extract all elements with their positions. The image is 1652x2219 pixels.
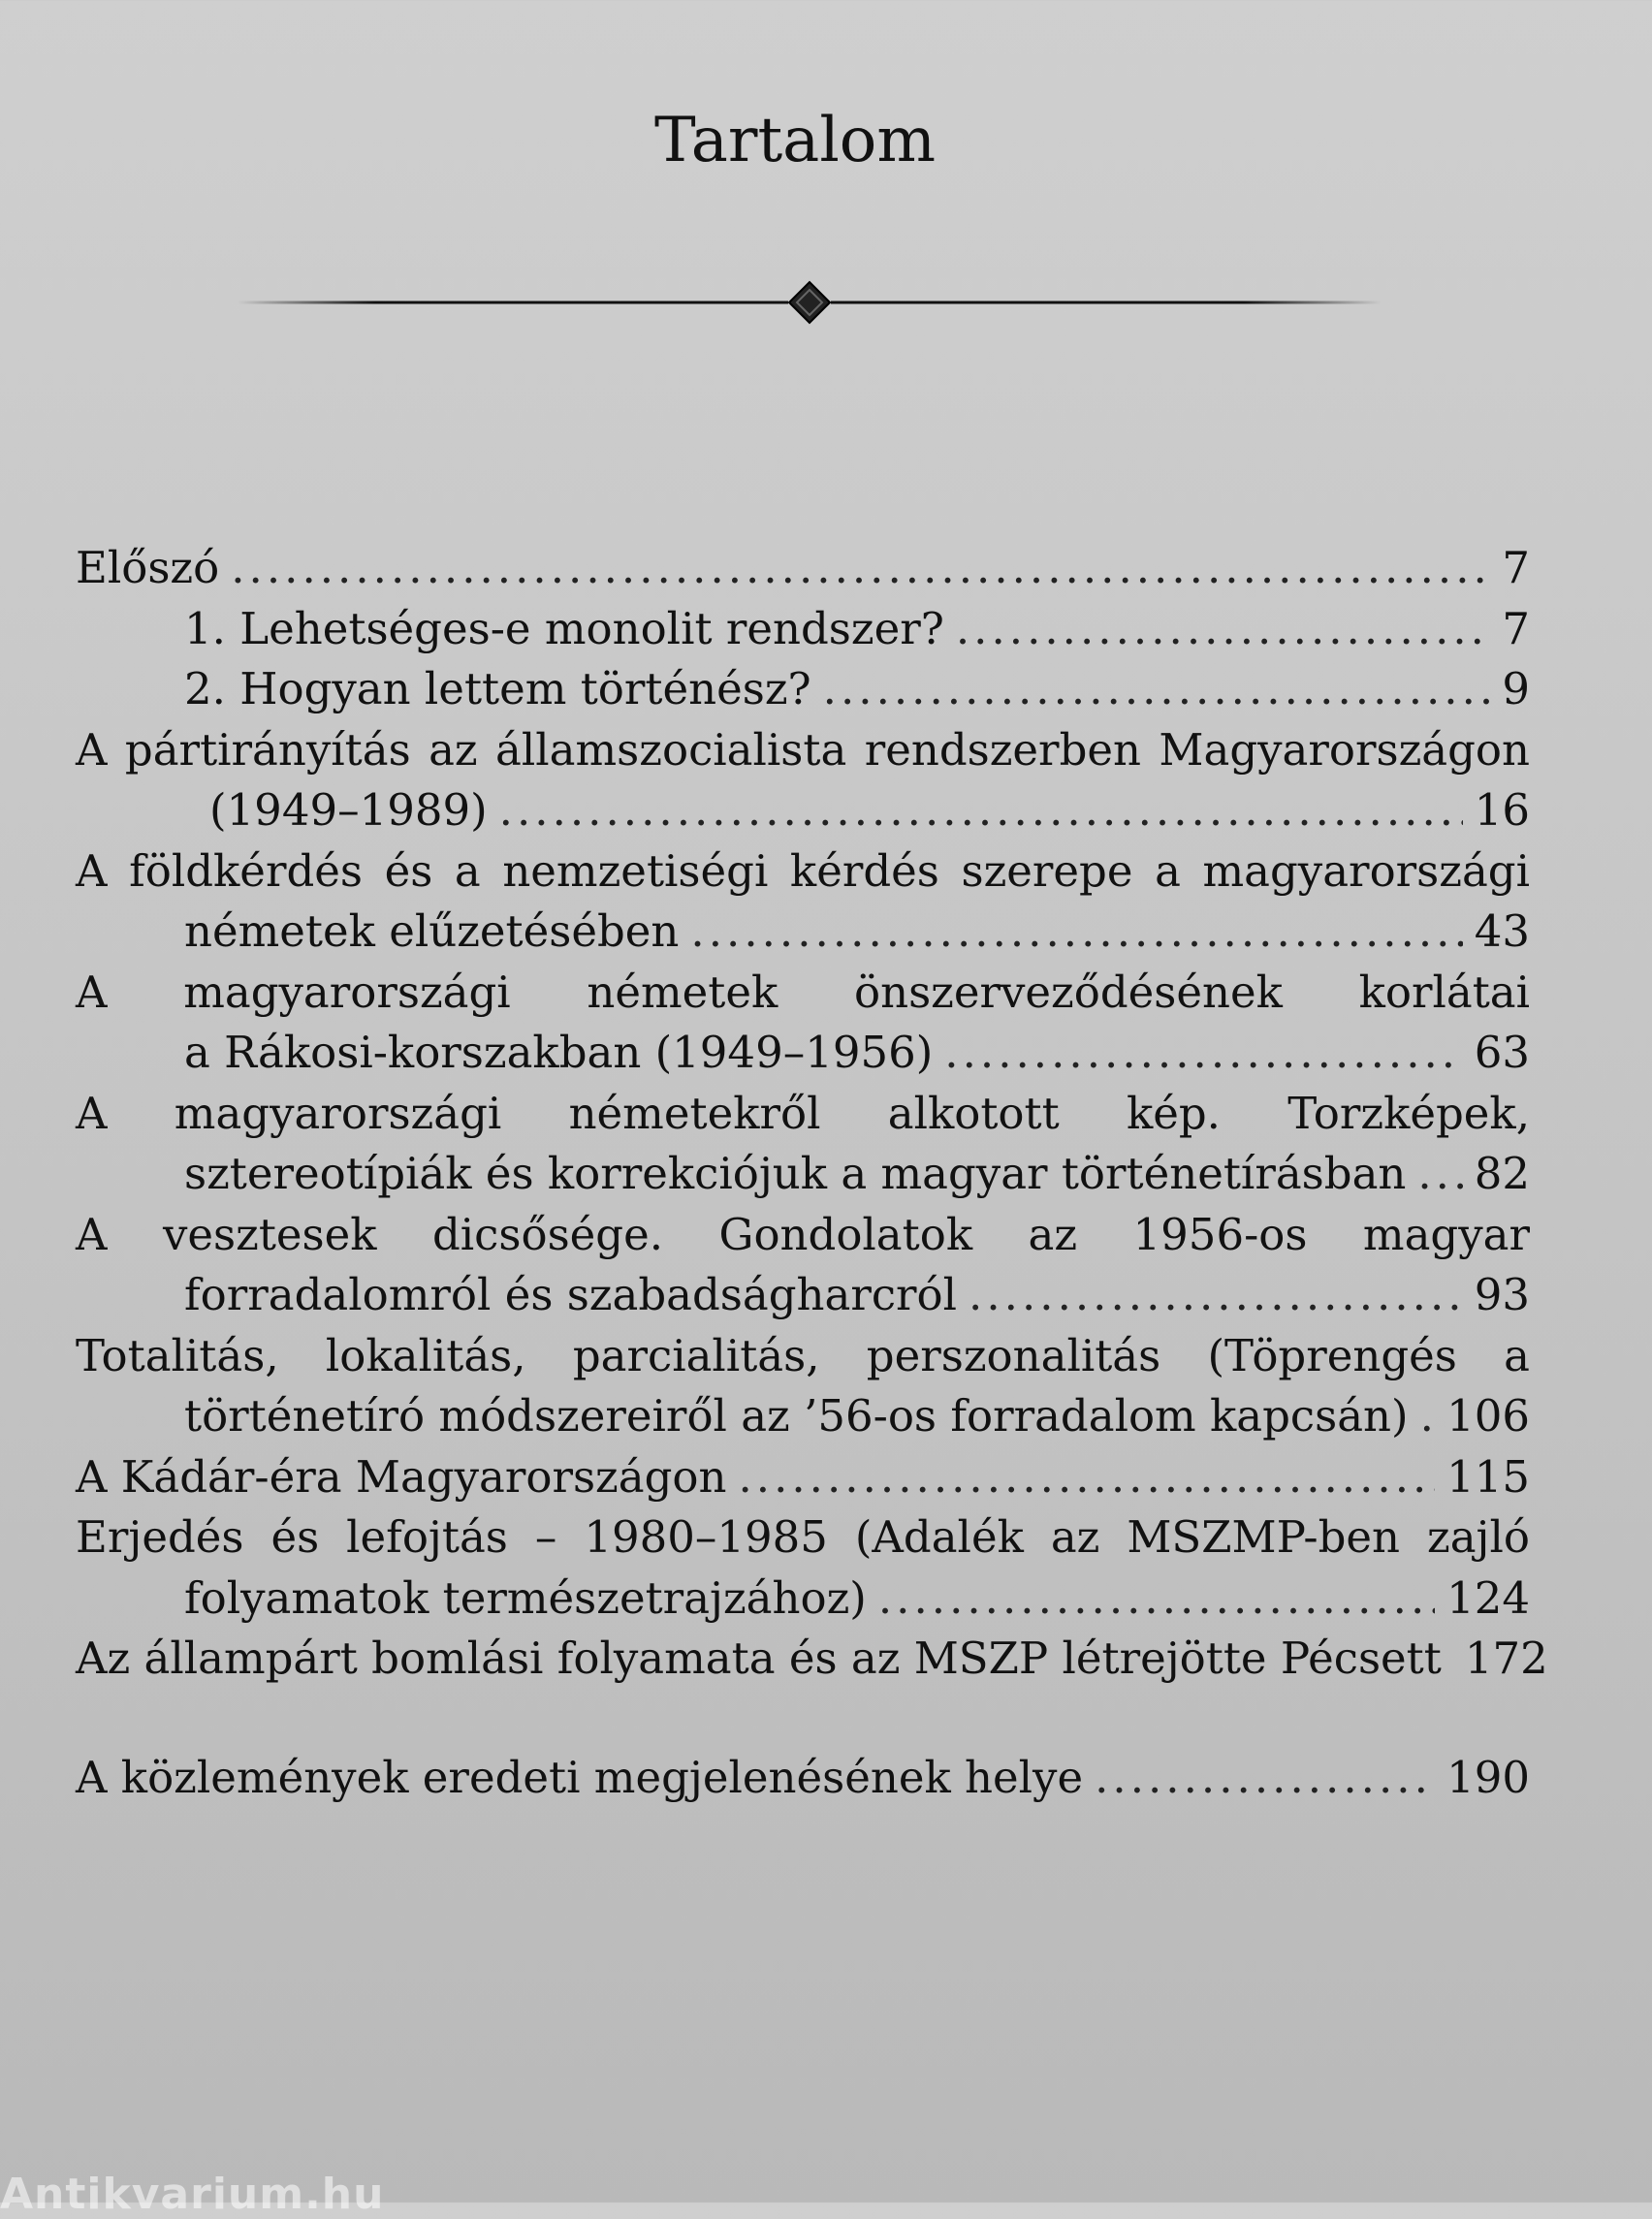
watermark: Antikvarium.hu xyxy=(0,2170,385,2219)
toc-entry-title: A vesztesek dicsősége. Gondolatok az 1956-os magyar xyxy=(76,1208,1530,1260)
toc-entry-title: A közlemények eredeti megjelenésének helye xyxy=(76,1751,1084,1803)
toc-entry-title: (1949–1989) xyxy=(209,784,488,836)
toc-page-number: 16 xyxy=(1474,784,1530,836)
toc-gap xyxy=(76,1690,1530,1748)
toc-line-with-page xyxy=(76,1265,1530,1326)
toc-entry-title: 2. Hogyan lettem történész? xyxy=(184,663,811,714)
toc-entry[interactable] xyxy=(76,841,1530,963)
toc-line-with-page xyxy=(76,902,1530,963)
leader-dots xyxy=(823,659,1491,720)
toc-page-number: 93 xyxy=(1474,1269,1530,1320)
toc-entry-title: forradalomról és szabadságharcról xyxy=(184,1269,958,1320)
toc-line-with-page xyxy=(76,1144,1530,1205)
toc-entry[interactable] xyxy=(76,659,1530,720)
toc-entry[interactable] xyxy=(76,1205,1530,1326)
toc-page-number: 43 xyxy=(1474,905,1530,957)
toc-line-with-page xyxy=(76,1748,1530,1809)
toc-line-with-page xyxy=(76,1023,1530,1084)
toc-entry[interactable] xyxy=(76,1629,1548,1690)
leader-dots xyxy=(1095,1748,1435,1809)
leader-dots xyxy=(956,599,1491,660)
toc-line-with-page xyxy=(76,659,1530,720)
toc-page-number: 63 xyxy=(1474,1027,1530,1078)
toc-entry-title: sztereotípiák és korrekciójuk a magyar történetírásban xyxy=(184,1148,1407,1199)
toc-entry-title: Totalitás, lokalitás, parcialitás, perszonalitás (Töprengés a xyxy=(76,1329,1530,1381)
toc-entry-title: Az állampárt bomlási folyamata és az MSZP létrejötte Pécsett xyxy=(76,1633,1442,1684)
toc-page-number: 9 xyxy=(1502,663,1530,714)
toc-line-with-page xyxy=(76,538,1530,599)
leader-dots xyxy=(1420,1386,1436,1447)
toc-entry-title: történetíró módszereiről az ’56-os forradalom kapcsán) xyxy=(184,1390,1409,1442)
toc-entry[interactable] xyxy=(76,1326,1530,1447)
page-title: Tartalom xyxy=(653,105,937,176)
toc-entry[interactable] xyxy=(76,1084,1530,1205)
toc-line-with-page xyxy=(76,1629,1548,1690)
toc-line-with-page xyxy=(76,1569,1530,1630)
toc-page-number: 82 xyxy=(1474,1148,1530,1199)
toc-entry[interactable] xyxy=(76,720,1530,841)
toc-page-number: 7 xyxy=(1502,542,1530,593)
toc-entry-title: A Kádár-éra Magyarországon xyxy=(76,1450,727,1503)
toc-entry-title: Előszó xyxy=(76,542,220,593)
toc-entry-title: németek elűzetésében xyxy=(184,905,680,957)
leader-dots xyxy=(969,1265,1463,1326)
title-ornament-divider xyxy=(238,279,1382,326)
toc-entry[interactable] xyxy=(76,599,1530,660)
toc-line-with-page xyxy=(76,1447,1530,1508)
toc-page-number: 7 xyxy=(1502,602,1530,654)
toc-entry-title: Erjedés és lefojtás – 1980–1985 (Adalék az MSZMP-ben zajló xyxy=(76,1511,1530,1563)
leader-dots xyxy=(499,780,1463,841)
toc-entry[interactable] xyxy=(76,1507,1530,1629)
toc-entry-title: A földkérdés és a nemzetiségi kérdés szerepe a magyarországi xyxy=(76,844,1530,897)
toc-page-number: 115 xyxy=(1446,1450,1530,1503)
toc-page-number: 106 xyxy=(1446,1390,1530,1442)
leader-dots xyxy=(878,1569,1435,1630)
toc-entry-title: folyamatok természetrajzához) xyxy=(184,1571,867,1624)
toc-entry[interactable] xyxy=(76,1447,1530,1508)
toc-page-number: 190 xyxy=(1446,1751,1530,1803)
toc-line-with-page xyxy=(76,1386,1530,1447)
toc-line-with-page xyxy=(76,780,1530,841)
leader-dots xyxy=(944,1023,1462,1084)
table-of-contents xyxy=(76,538,1548,1808)
toc-entry-title: 1. Lehetséges-e monolit rendszer? xyxy=(184,602,944,654)
toc-entry-title: a Rákosi-korszakban (1949–1956) xyxy=(184,1027,934,1078)
toc-entry[interactable] xyxy=(76,1748,1530,1809)
leader-dots xyxy=(738,1447,1435,1508)
leader-dots xyxy=(690,902,1462,963)
leader-dots xyxy=(1417,1144,1462,1205)
toc-page-number: 124 xyxy=(1446,1571,1530,1624)
toc-entry-title: A magyarországi németekről alkotott kép. Torzképek, xyxy=(76,1087,1530,1139)
toc-page-number: 172 xyxy=(1464,1633,1548,1684)
toc-entry[interactable] xyxy=(76,963,1530,1084)
toc-entry-title: A magyarországi németek önszerveződésének korlátai xyxy=(76,966,1530,1018)
leader-dots xyxy=(231,538,1490,599)
toc-entry[interactable] xyxy=(76,538,1530,599)
toc-line-with-page xyxy=(76,599,1530,660)
toc-entry-title: A pártirányítás az államszocialista rendszerben Magyarországon xyxy=(76,723,1530,776)
